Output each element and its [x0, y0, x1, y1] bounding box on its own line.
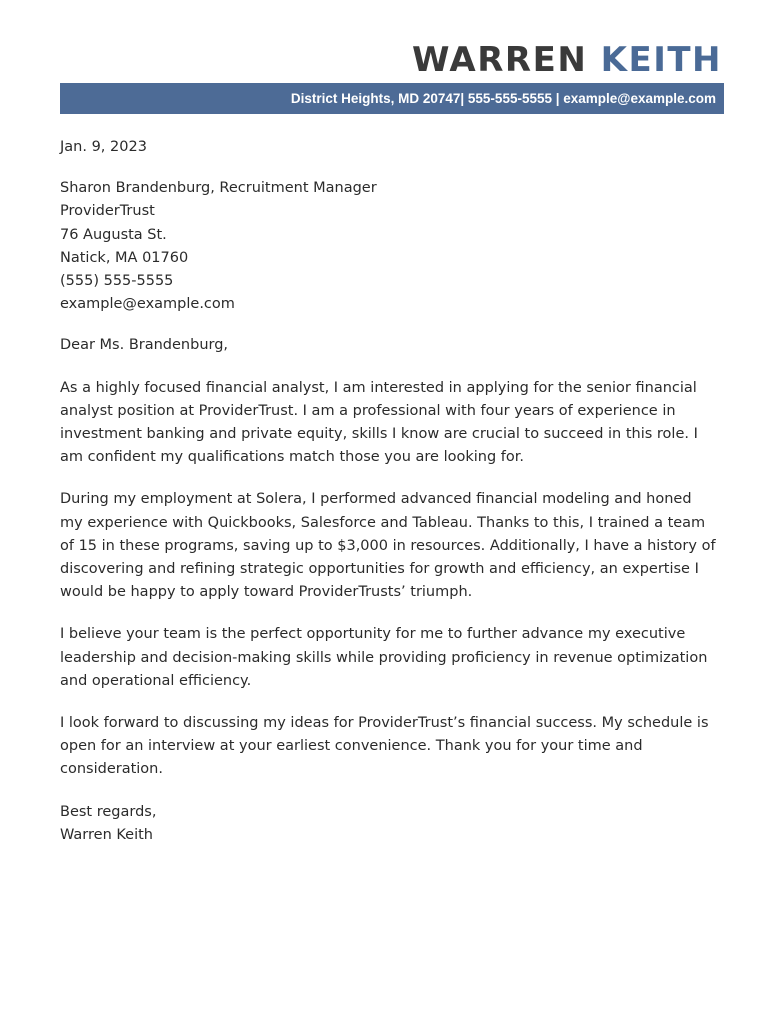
- body-paragraph-3: [60, 623, 726, 693]
- applicant-first-name: WARREN: [411, 40, 588, 80]
- body-paragraph-2: [60, 488, 726, 604]
- letter-date: Jan. 9, 2023: [60, 139, 147, 155]
- paragraph-line: am confident my qualifications match those you are looking for.: [60, 449, 524, 466]
- recipient-name-title: Sharon Brandenburg, Recruitment Manager: [60, 180, 377, 197]
- body-paragraph-4: [60, 712, 726, 782]
- paragraph-line: my experience with Quickbooks, Salesforce and Tableau. Thanks to this, I trained a team: [60, 514, 706, 531]
- paragraph-line: would be happy to apply toward ProviderTrusts’ triumph.: [60, 584, 473, 601]
- paragraph-line: of 15 in these programs, saving up to $3,000 in resources. Additionally, I have a history of: [60, 537, 716, 554]
- paragraph-line: I look forward to discussing my ideas for ProviderTrust’s financial success. My schedule is: [60, 715, 709, 732]
- recipient-company: ProviderTrust: [60, 203, 155, 220]
- paragraph-line: investment banking and private equity, skills I know are crucial to succeed in this role. I: [60, 426, 698, 443]
- paragraph-line: discovering and refining strategic opportunities for growth and efficiency, an expertise I: [60, 561, 699, 578]
- paragraph-line: and operational efficiency.: [60, 672, 252, 689]
- paragraph-line: analyst position at ProviderTrust. I am a professional with four years of experience in: [60, 402, 676, 419]
- paragraph-line: open for an interview at your earliest convenience. Thank you for your time and: [60, 738, 643, 755]
- contact-info: District Heights, MD 20747| 555-555-5555 | example@example.com: [290, 91, 716, 106]
- recipient-address-block: [60, 177, 726, 316]
- recipient-city-state-zip: Natick, MA 01760: [60, 249, 189, 266]
- recipient-street: 76 Augusta St.: [60, 226, 167, 243]
- letter-body: [60, 136, 726, 865]
- applicant-name: [412, 38, 722, 82]
- recipient-email: example@example.com: [60, 296, 235, 313]
- paragraph-line: leadership and decision-making skills while providing proficiency in revenue optimization: [60, 649, 708, 666]
- closing-block: [60, 801, 726, 847]
- applicant-last-name: KEITH: [600, 40, 722, 80]
- paragraph-line: consideration.: [60, 761, 163, 778]
- salutation: Dear Ms. Brandenburg,: [60, 337, 229, 354]
- paragraph-line: I believe your team is the perfect opportunity for me to further advance my executive: [60, 626, 686, 643]
- sign-off: Best regards,: [60, 803, 157, 820]
- body-paragraph-1: [60, 377, 726, 470]
- contact-bar: [60, 83, 724, 114]
- paragraph-line: During my employment at Solera, I performed advanced financial modeling and honed: [60, 491, 692, 508]
- recipient-phone: (555) 555-5555: [60, 273, 174, 290]
- signature-name: Warren Keith: [60, 826, 153, 843]
- paragraph-line: As a highly focused financial analyst, I am interested in applying for the senior financial: [60, 379, 697, 396]
